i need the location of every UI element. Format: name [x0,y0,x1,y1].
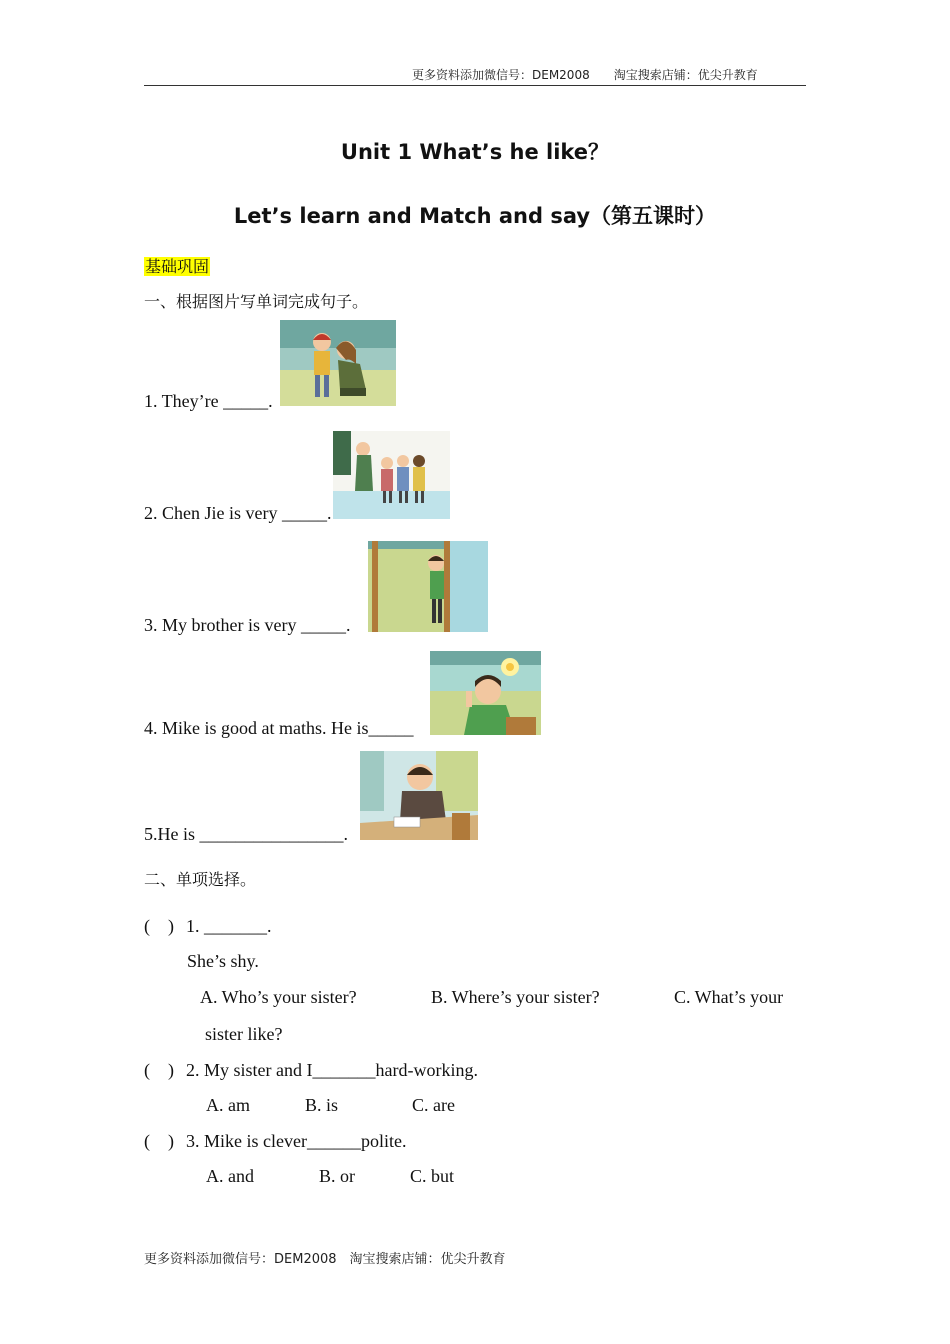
q2-stem: 2. My sister and I_______hard-working. [186,1060,478,1080]
q1-option-c-cont: sister like? [205,1024,283,1044]
q2-option-a: A. am [206,1095,250,1115]
boy-behind-door-illustration [368,541,488,632]
header-note: 更多资料添加微信号：DEM2008 淘宝搜索店铺：优尖升教育 [412,68,758,82]
children-in-line-illustration [333,431,450,519]
q3-option-c: C. but [410,1166,455,1186]
q1-option-b: B. Where’s your sister? [431,987,600,1007]
q1-answer-paren[interactable]: ( ) [144,916,174,936]
footer-note: 更多资料添加微信号：DEM2008 淘宝搜索店铺：优尖升教育 [144,1252,506,1267]
q2-option-b: B. is [305,1095,339,1115]
q1-option-c: C. What’s your [674,987,784,1007]
part1-item-1: 1. They’re _____. [144,391,273,411]
page-title: Unit 1 What’s he like？ [340,140,610,164]
part1-heading: 一、根据图片写单词完成句子。 [144,292,369,311]
q3-option-b: B. or [319,1166,355,1186]
q2-answer-paren[interactable]: ( ) [144,1060,174,1080]
q3-answer-paren[interactable]: ( ) [144,1131,174,1151]
header-rule [144,85,806,86]
q1-stem-2: She’s shy. [187,951,259,971]
q2-option-c: C. are [412,1095,455,1115]
page-subtitle: Let’s learn and Match and say（第五课时） [233,204,717,228]
part1-item-5: 5.He is ________________. [144,824,348,844]
part2-heading: 二、单项选择。 [144,870,257,889]
boy-with-idea-illustration [430,651,541,735]
q3-stem: 3. Mike is clever______polite. [186,1131,407,1151]
section-tag [144,254,210,277]
part1-item-2: 2. Chen Jie is very _____. [144,503,332,523]
q1-stem: 1. _______. [186,916,272,936]
teacher-and-child-illustration [280,320,396,406]
boy-studying-illustration [360,751,478,840]
q1-option-a: A. Who’s your sister? [200,987,357,1007]
part1-item-3: 3. My brother is very _____. [144,615,351,635]
q3-option-a: A. and [206,1166,254,1186]
part1-item-4: 4. Mike is good at maths. He is_____ [144,718,414,738]
section-tag-label: 基础巩固 [145,257,210,276]
